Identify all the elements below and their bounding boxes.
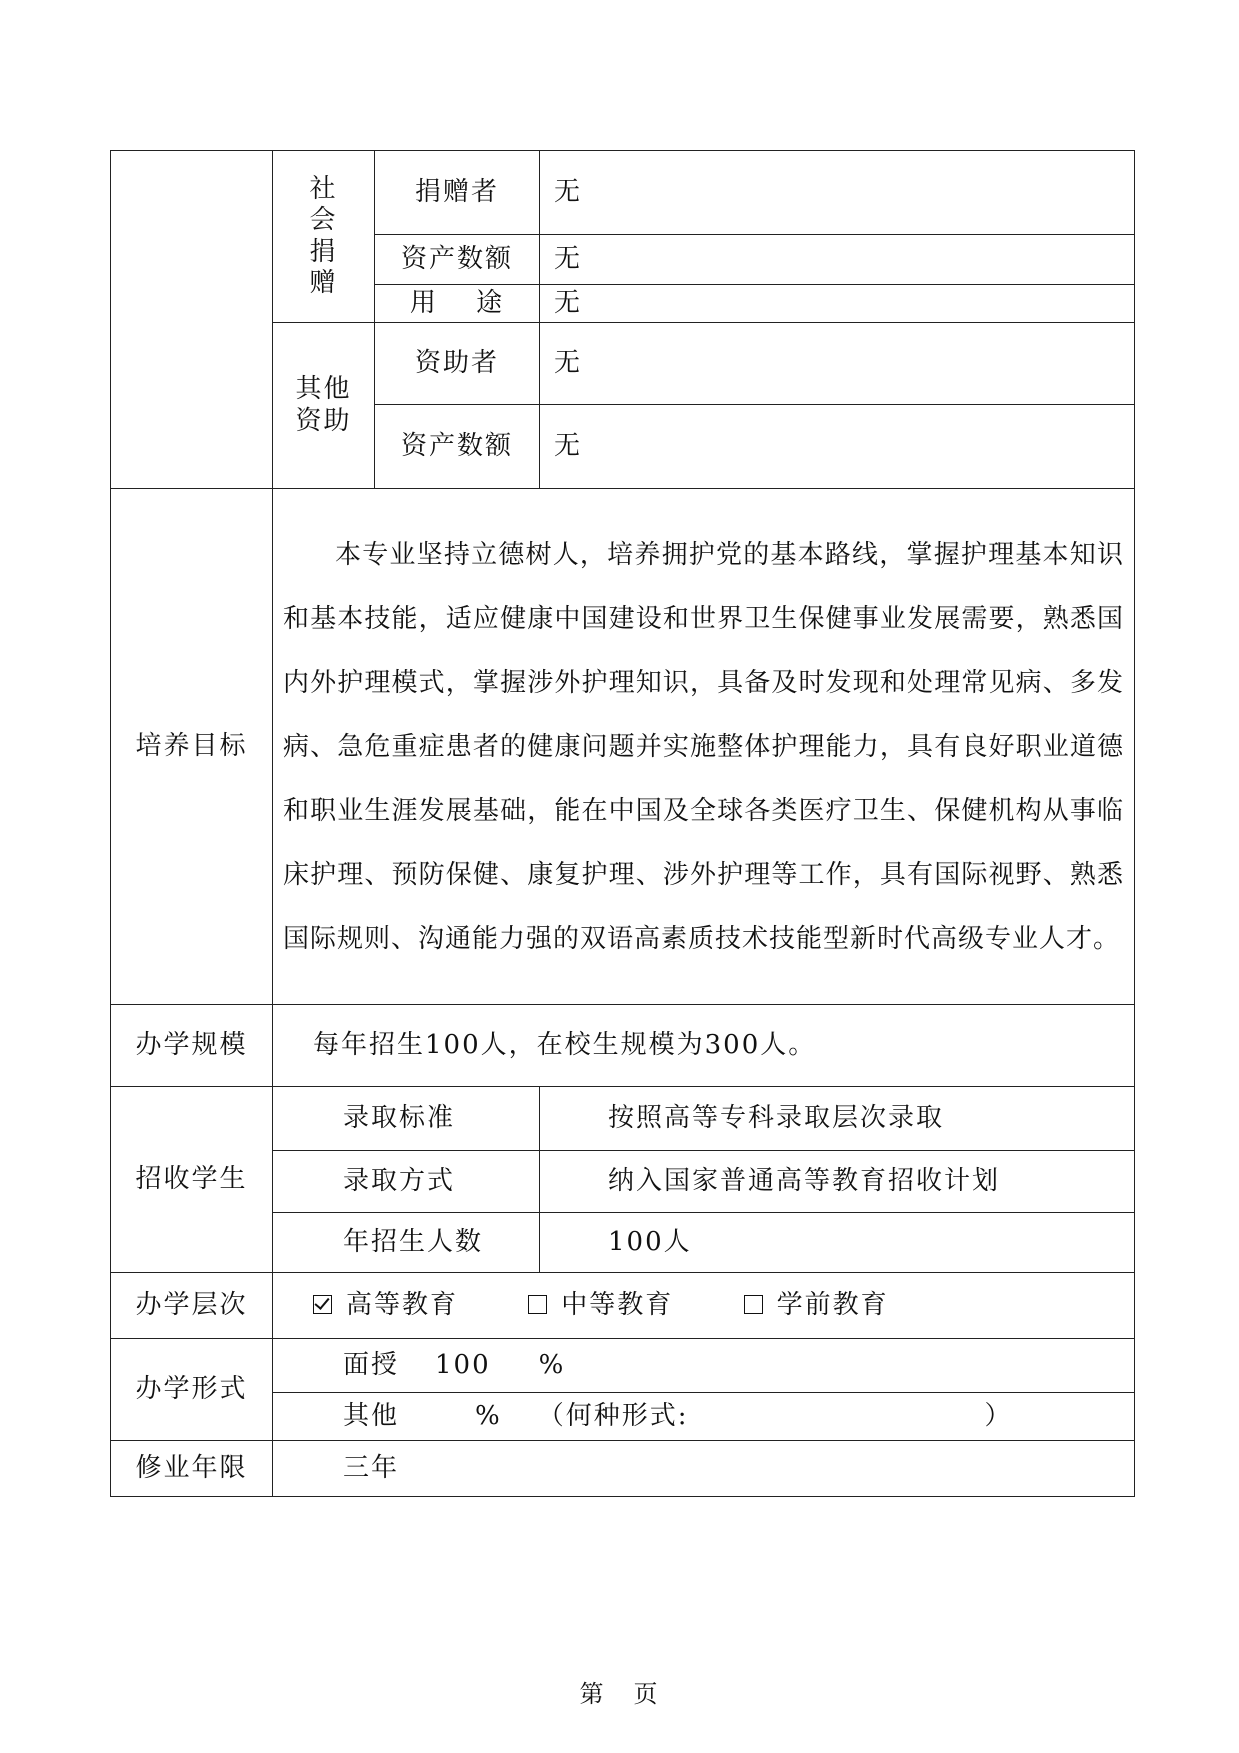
face-value: 100 xyxy=(435,1349,491,1380)
donation-assets-label: 资产数额 xyxy=(375,235,540,285)
level-label: 办学层次 xyxy=(111,1273,273,1339)
level-option-label: 中等教育 xyxy=(561,1289,674,1320)
objective-text: 本专业坚持立德树人，培养拥护党的基本路线，掌握护理基本知识和基本技能，适应健康中国建设和世界卫生保健事业发展需要，熟悉国内外护理模式，掌握涉外护理知识，具备及时发现和处理常见病、多发病、急危重症患者的健康问题并实施整体护理能力，具有良好职业道德和职业生涯发展基础，能在中国及全球各类医疗卫生、保健机构从事临床护理、预防保健、康复护理、涉外护理等工作，具有国际视野、熟悉国际规则、沟通能力强的双语高素质技术技能型新时代高级专业人才。 xyxy=(273,489,1135,1005)
other-percent: % xyxy=(475,1400,502,1431)
page-footer xyxy=(0,1674,1239,1709)
other-aid-label: 其他 资助 xyxy=(273,323,375,489)
annual-enrollment-label: 年招生人数 xyxy=(273,1213,540,1273)
checkbox-empty-icon[interactable] xyxy=(744,1295,763,1314)
social-donation-label: 社 会 捐 赠 xyxy=(273,151,375,323)
donation-use-label: 用 途 xyxy=(375,285,540,323)
admission-standard-label: 录取标准 xyxy=(273,1087,540,1151)
sponsor-label: 资助者 xyxy=(375,323,540,405)
sponsor-value: 无 xyxy=(540,323,1135,405)
checkbox-empty-icon[interactable] xyxy=(528,1295,547,1314)
admission-standard-value: 按照高等专科录取层次录取 xyxy=(540,1087,1135,1151)
level-option-secondary[interactable] xyxy=(528,1290,673,1321)
admission-label: 招收学生 xyxy=(111,1087,273,1273)
admission-method-label: 录取方式 xyxy=(273,1151,540,1213)
blank-left-cell xyxy=(111,151,273,489)
form-face-row xyxy=(273,1339,1135,1393)
face-label: 面授 xyxy=(343,1349,400,1380)
form-other-row xyxy=(273,1393,1135,1441)
donor-value: 无 xyxy=(540,151,1135,235)
level-options xyxy=(273,1273,1135,1339)
other-form-open: （何种形式: xyxy=(537,1400,689,1431)
donation-use-value: 无 xyxy=(540,285,1135,323)
level-option-label: 学前教育 xyxy=(776,1289,889,1320)
other-aid-assets-label: 资产数额 xyxy=(375,405,540,489)
face-percent: % xyxy=(538,1349,566,1380)
level-option-higher[interactable] xyxy=(313,1290,458,1321)
admission-method-value: 纳入国家普通高等教育招收计划 xyxy=(540,1151,1135,1213)
objective-label: 培养目标 xyxy=(111,489,273,1005)
level-option-preschool[interactable] xyxy=(744,1290,889,1321)
other-aid-assets-value: 无 xyxy=(540,405,1135,489)
annual-enrollment-value: 100人 xyxy=(540,1213,1135,1273)
other-form-close: ） xyxy=(984,1400,1013,1431)
duration-label: 修业年限 xyxy=(111,1441,273,1497)
donation-assets-value: 无 xyxy=(540,235,1135,285)
level-option-label: 高等教育 xyxy=(346,1289,459,1320)
duration-value: 三年 xyxy=(273,1441,1135,1497)
footer-right: 页 xyxy=(633,1680,660,1708)
checkbox-checked-icon[interactable] xyxy=(313,1295,332,1314)
scale-text: 每年招生100人，在校生规模为300人。 xyxy=(273,1005,1135,1087)
donor-label: 捐赠者 xyxy=(375,151,540,235)
application-form-table xyxy=(110,150,1135,1497)
scale-label: 办学规模 xyxy=(111,1005,273,1087)
form-label: 办学形式 xyxy=(111,1339,273,1441)
footer-left: 第 xyxy=(579,1680,606,1708)
other-label: 其他 xyxy=(343,1400,400,1431)
